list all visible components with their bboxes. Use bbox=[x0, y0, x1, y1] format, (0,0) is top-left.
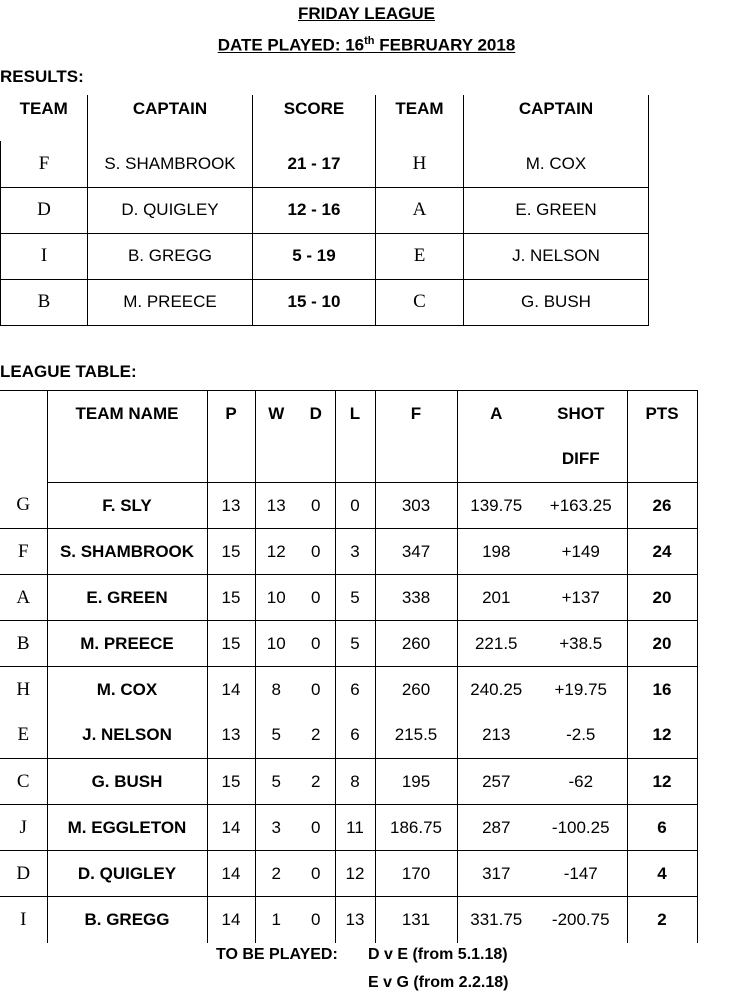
for-cell: 195 bbox=[375, 759, 457, 805]
captain-cell: J. NELSON bbox=[464, 233, 649, 279]
against-cell: 198 bbox=[457, 529, 535, 575]
team-name-cell: S. SHAMBROOK bbox=[47, 529, 207, 575]
league-header-blank-3 bbox=[47, 437, 207, 483]
league-header-blank-6 bbox=[297, 437, 335, 483]
team-name-cell: D. QUIGLEY bbox=[47, 851, 207, 897]
won-cell: 8 bbox=[255, 667, 297, 713]
team-cell: E bbox=[376, 233, 464, 279]
team-letter-cell: A bbox=[0, 575, 47, 621]
won-cell: 10 bbox=[255, 575, 297, 621]
drawn-cell: 0 bbox=[297, 897, 335, 943]
won-cell: 2 bbox=[255, 851, 297, 897]
league-header-row bbox=[0, 391, 697, 437]
team-cell: F bbox=[1, 141, 88, 187]
table-row bbox=[0, 851, 697, 897]
for-cell: 338 bbox=[375, 575, 457, 621]
won-cell: 5 bbox=[255, 759, 297, 805]
league-header-blank-7 bbox=[335, 437, 375, 483]
lost-cell: 6 bbox=[335, 667, 375, 713]
for-cell: 347 bbox=[375, 529, 457, 575]
points-cell: 6 bbox=[627, 805, 697, 851]
date-suffix: FEBRUARY 2018 bbox=[374, 35, 516, 55]
captain-cell: E. GREEN bbox=[464, 187, 649, 233]
points-cell: 20 bbox=[627, 621, 697, 667]
score-cell: 12 - 16 bbox=[253, 187, 376, 233]
results-header-score: SCORE bbox=[253, 95, 376, 141]
team-letter-cell: J bbox=[0, 805, 47, 851]
results-header-captain: CAPTAIN bbox=[88, 95, 253, 141]
league-header-lost: L bbox=[335, 391, 375, 437]
team-name-cell: B. GREGG bbox=[47, 897, 207, 943]
won-cell: 5 bbox=[255, 713, 297, 759]
shot-diff-cell: +137 bbox=[535, 575, 627, 621]
lost-cell: 5 bbox=[335, 621, 375, 667]
points-cell: 4 bbox=[627, 851, 697, 897]
team-letter-cell: D bbox=[0, 851, 47, 897]
shot-diff-cell: -200.75 bbox=[535, 897, 627, 943]
league-header-row-2 bbox=[0, 437, 697, 483]
league-header-blank-5 bbox=[255, 437, 297, 483]
team-name-cell: E. GREEN bbox=[47, 575, 207, 621]
team-letter-cell: H bbox=[0, 667, 47, 713]
date-played bbox=[0, 35, 733, 56]
for-cell: 260 bbox=[375, 621, 457, 667]
team-cell: B bbox=[1, 279, 88, 325]
points-cell: 12 bbox=[627, 713, 697, 759]
played-cell: 14 bbox=[207, 805, 255, 851]
results-header-team: TEAM bbox=[1, 95, 88, 141]
won-cell: 1 bbox=[255, 897, 297, 943]
lost-cell: 3 bbox=[335, 529, 375, 575]
lost-cell: 0 bbox=[335, 483, 375, 529]
team-cell: I bbox=[1, 233, 88, 279]
won-cell: 12 bbox=[255, 529, 297, 575]
shot-diff-cell: +149 bbox=[535, 529, 627, 575]
league-header-for: F bbox=[375, 391, 457, 437]
drawn-cell: 0 bbox=[297, 575, 335, 621]
table-row bbox=[0, 667, 697, 713]
table-row bbox=[0, 529, 697, 575]
against-cell: 201 bbox=[457, 575, 535, 621]
team-name-cell: M. COX bbox=[47, 667, 207, 713]
team-name-cell: F. SLY bbox=[47, 483, 207, 529]
league-header-blank-8 bbox=[375, 437, 457, 483]
team-letter-cell: B bbox=[0, 621, 47, 667]
against-cell: 240.25 bbox=[457, 667, 535, 713]
against-cell: 213 bbox=[457, 713, 535, 759]
league-header-blank bbox=[0, 391, 47, 437]
points-cell: 20 bbox=[627, 575, 697, 621]
lost-cell: 11 bbox=[335, 805, 375, 851]
shot-diff-cell: -2.5 bbox=[535, 713, 627, 759]
lost-cell: 6 bbox=[335, 713, 375, 759]
league-header-won: W bbox=[255, 391, 297, 437]
captain-cell: M. PREECE bbox=[88, 279, 253, 325]
results-table bbox=[0, 95, 649, 326]
shot-diff-cell: +19.75 bbox=[535, 667, 627, 713]
score-cell: 5 - 19 bbox=[253, 233, 376, 279]
for-cell: 170 bbox=[375, 851, 457, 897]
league-header-against: A bbox=[457, 391, 535, 437]
played-cell: 13 bbox=[207, 483, 255, 529]
results-header-row bbox=[1, 95, 649, 141]
played-cell: 15 bbox=[207, 759, 255, 805]
team-letter-cell: F bbox=[0, 529, 47, 575]
team-letter-cell: C bbox=[0, 759, 47, 805]
table-row bbox=[1, 279, 649, 325]
for-cell: 131 bbox=[375, 897, 457, 943]
score-cell: 15 - 10 bbox=[253, 279, 376, 325]
for-cell: 303 bbox=[375, 483, 457, 529]
team-letter-cell: E bbox=[0, 713, 47, 759]
table-row bbox=[0, 759, 697, 805]
team-letter-cell: I bbox=[0, 897, 47, 943]
team-name-cell: G. BUSH bbox=[47, 759, 207, 805]
table-row bbox=[0, 575, 697, 621]
played-cell: 15 bbox=[207, 529, 255, 575]
won-cell: 13 bbox=[255, 483, 297, 529]
table-row bbox=[0, 805, 697, 851]
lost-cell: 8 bbox=[335, 759, 375, 805]
against-cell: 331.75 bbox=[457, 897, 535, 943]
date-superscript: th bbox=[364, 35, 375, 47]
against-cell: 287 bbox=[457, 805, 535, 851]
results-header-team-2: TEAM bbox=[376, 95, 464, 141]
for-cell: 260 bbox=[375, 667, 457, 713]
for-cell: 215.5 bbox=[375, 713, 457, 759]
against-cell: 257 bbox=[457, 759, 535, 805]
fixture-item: D v E (from 5.1.18) bbox=[368, 946, 508, 963]
drawn-cell: 0 bbox=[297, 483, 335, 529]
table-row bbox=[0, 483, 697, 529]
lost-cell: 12 bbox=[335, 851, 375, 897]
drawn-cell: 0 bbox=[297, 621, 335, 667]
captain-cell: M. COX bbox=[464, 141, 649, 187]
shot-diff-cell: -62 bbox=[535, 759, 627, 805]
team-name-cell: M. PREECE bbox=[47, 621, 207, 667]
league-header-drawn: D bbox=[297, 391, 335, 437]
date-prefix: DATE PLAYED: 16 bbox=[217, 35, 365, 55]
table-row bbox=[0, 713, 697, 759]
points-cell: 2 bbox=[627, 897, 697, 943]
lost-cell: 13 bbox=[335, 897, 375, 943]
drawn-cell: 2 bbox=[297, 713, 335, 759]
shot-diff-cell: +38.5 bbox=[535, 621, 627, 667]
drawn-cell: 0 bbox=[297, 851, 335, 897]
table-row bbox=[0, 621, 697, 667]
league-header-blank-4 bbox=[207, 437, 255, 483]
against-cell: 221.5 bbox=[457, 621, 535, 667]
shot-diff-cell: +163.25 bbox=[535, 483, 627, 529]
played-cell: 14 bbox=[207, 897, 255, 943]
league-header-blank-2 bbox=[0, 437, 47, 483]
league-table bbox=[0, 390, 698, 943]
played-cell: 14 bbox=[207, 667, 255, 713]
league-header-blank-10 bbox=[627, 437, 697, 483]
points-cell: 24 bbox=[627, 529, 697, 575]
won-cell: 10 bbox=[255, 621, 297, 667]
page-title: FRIDAY LEAGUE bbox=[298, 4, 435, 23]
against-cell: 317 bbox=[457, 851, 535, 897]
team-cell: D bbox=[1, 187, 88, 233]
played-cell: 15 bbox=[207, 575, 255, 621]
team-cell: A bbox=[376, 187, 464, 233]
results-header-captain-2: CAPTAIN bbox=[464, 95, 649, 141]
played-cell: 14 bbox=[207, 851, 255, 897]
league-header-diff: DIFF bbox=[535, 437, 627, 483]
team-name-cell: M. EGGLETON bbox=[47, 805, 207, 851]
shot-diff-cell: -147 bbox=[535, 851, 627, 897]
captain-cell: D. QUIGLEY bbox=[88, 187, 253, 233]
league-header-blank-9 bbox=[457, 437, 535, 483]
league-header-played: P bbox=[207, 391, 255, 437]
table-row bbox=[1, 187, 649, 233]
results-label: RESULTS: bbox=[0, 67, 84, 86]
fixture-item: E v G (from 2.2.18) bbox=[368, 974, 509, 991]
drawn-cell: 0 bbox=[297, 529, 335, 575]
captain-cell: B. GREGG bbox=[88, 233, 253, 279]
won-cell: 3 bbox=[255, 805, 297, 851]
drawn-cell: 0 bbox=[297, 667, 335, 713]
to-be-played-label: TO BE PLAYED: bbox=[216, 946, 338, 963]
team-name-cell: J. NELSON bbox=[47, 713, 207, 759]
league-header-points: PTS bbox=[627, 391, 697, 437]
played-cell: 15 bbox=[207, 621, 255, 667]
captain-cell: S. SHAMBROOK bbox=[88, 141, 253, 187]
team-cell: C bbox=[376, 279, 464, 325]
points-cell: 12 bbox=[627, 759, 697, 805]
league-table-label: LEAGUE TABLE: bbox=[0, 362, 137, 381]
table-row bbox=[1, 233, 649, 279]
against-cell: 139.75 bbox=[457, 483, 535, 529]
team-cell: H bbox=[376, 141, 464, 187]
league-header-shot: SHOT bbox=[535, 391, 627, 437]
team-letter-cell: G bbox=[0, 483, 47, 529]
points-cell: 26 bbox=[627, 483, 697, 529]
table-row bbox=[1, 141, 649, 187]
captain-cell: G. BUSH bbox=[464, 279, 649, 325]
drawn-cell: 2 bbox=[297, 759, 335, 805]
played-cell: 13 bbox=[207, 713, 255, 759]
drawn-cell: 0 bbox=[297, 805, 335, 851]
shot-diff-cell: -100.25 bbox=[535, 805, 627, 851]
lost-cell: 5 bbox=[335, 575, 375, 621]
league-header-team-name: TEAM NAME bbox=[47, 391, 207, 437]
table-row bbox=[0, 897, 697, 943]
points-cell: 16 bbox=[627, 667, 697, 713]
score-cell: 21 - 17 bbox=[253, 141, 376, 187]
for-cell: 186.75 bbox=[375, 805, 457, 851]
